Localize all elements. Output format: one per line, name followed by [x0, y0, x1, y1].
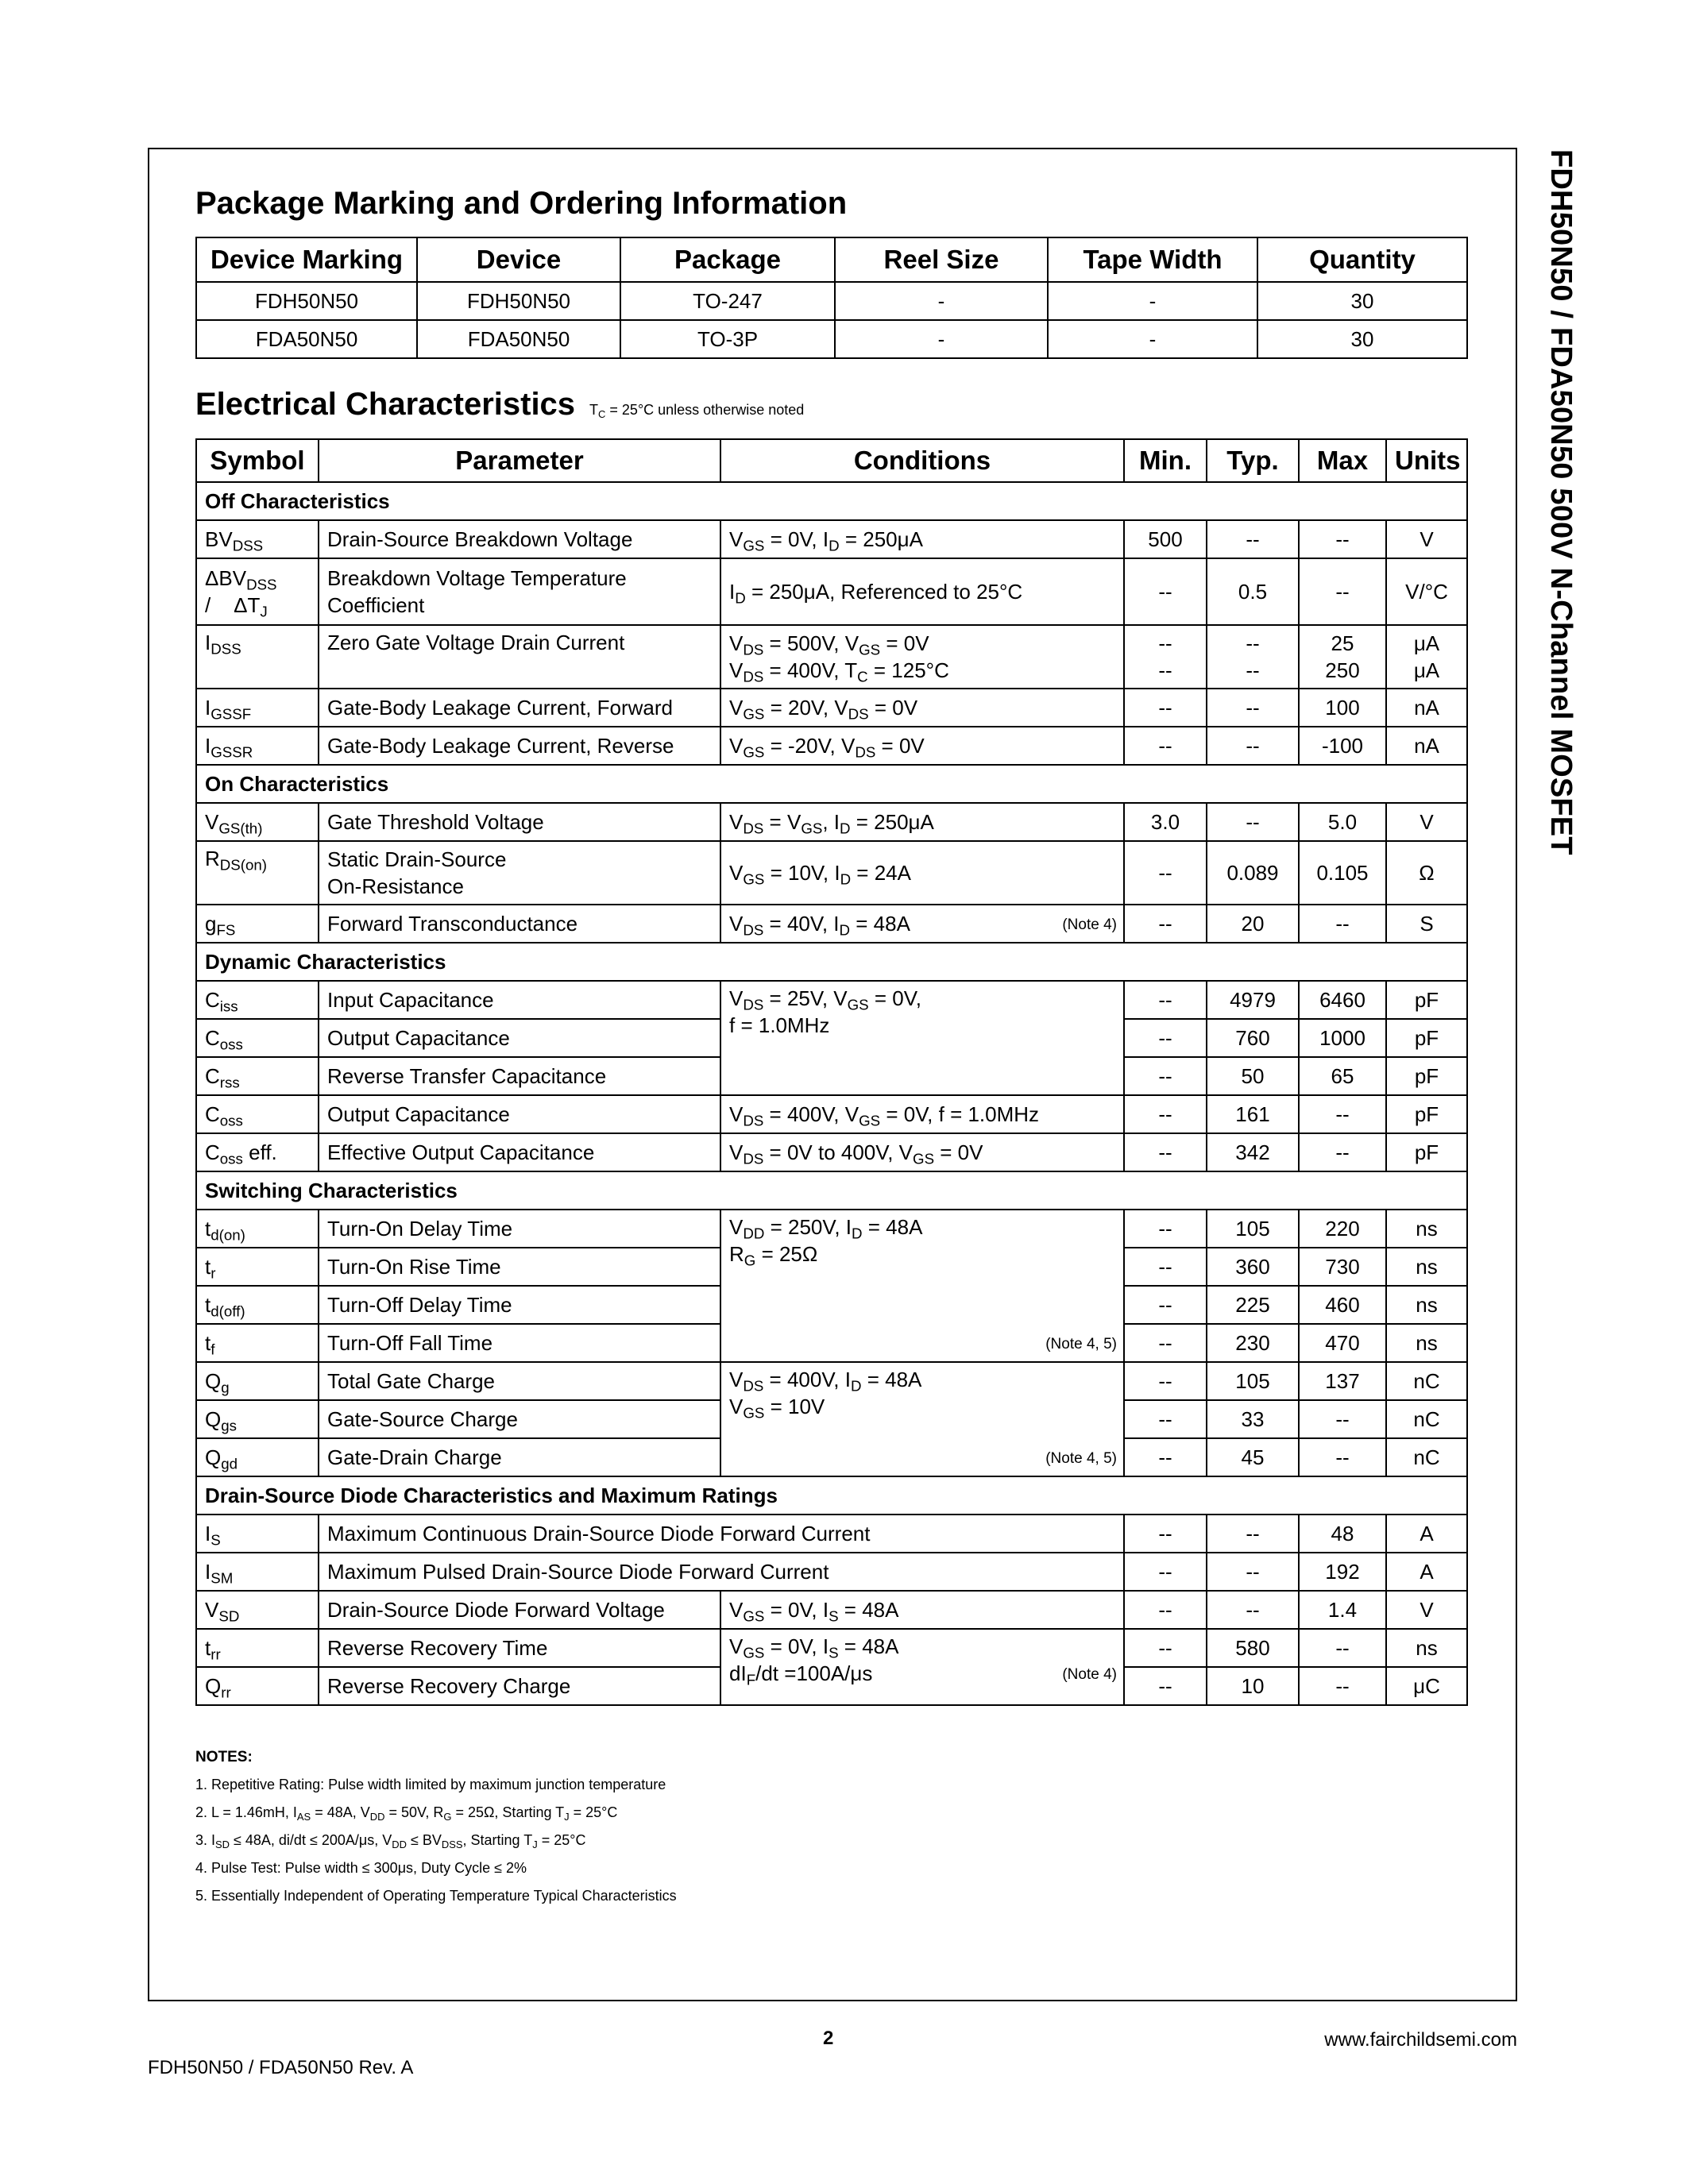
- symbol: $V_{GS(th)}$: [196, 803, 319, 841]
- unit: pF: [1386, 1019, 1467, 1057]
- unit: nA: [1386, 727, 1467, 765]
- min: --: [1124, 1629, 1207, 1667]
- max: 65: [1299, 1057, 1386, 1095]
- symbol: $C_{oss}$ eff.: [196, 1133, 319, 1171]
- typ: 33: [1207, 1400, 1299, 1438]
- symbol: $Q_{gs}$: [196, 1400, 319, 1438]
- symbol: $I_{DSS}$: [196, 625, 319, 689]
- parameter: Output Capacitance: [319, 1019, 720, 1057]
- section-row: [196, 1476, 1467, 1515]
- max: 48: [1299, 1515, 1386, 1553]
- table-row: [196, 625, 1467, 689]
- cell: 30: [1257, 320, 1467, 358]
- parameter: Effective Output Capacitance: [319, 1133, 720, 1171]
- table-row: [196, 689, 1467, 727]
- max: 100: [1299, 689, 1386, 727]
- conditions: $V_{DD} = 250V$, $I_D = 48A$ $R_G = 25\Omega$ (Note 4, 5): [720, 1210, 1124, 1362]
- side-title: [1533, 149, 1581, 1102]
- typ: --: [1207, 803, 1299, 841]
- unit-2: μA: [1413, 658, 1440, 682]
- min: --: [1124, 1324, 1207, 1362]
- min: --: [1124, 689, 1207, 727]
- notes-header: NOTES:: [195, 1749, 253, 1765]
- symbol: $t_{rr}$: [196, 1629, 319, 1667]
- parameter: Reverse Transfer Capacitance: [319, 1057, 720, 1095]
- page-number: 2: [823, 2028, 834, 2049]
- cell: FDH50N50: [196, 282, 417, 320]
- conditions-text: = 250μA, Referenced to 25°C: [751, 580, 1023, 604]
- max: --: [1299, 1629, 1386, 1667]
- cell: TO-247: [620, 282, 835, 320]
- parameter: Drain-Source Diode Forward Voltage: [319, 1591, 720, 1629]
- conditions: $V_{DS} = 400V$, $I_D = 48A$ $V_{GS} = 10V$ (Note 4, 5): [720, 1362, 1124, 1476]
- typ: 4979: [1207, 981, 1299, 1019]
- conditions-text: /dt =100A/μs: [755, 1661, 873, 1685]
- section-row: [196, 765, 1467, 803]
- max: --: [1299, 905, 1386, 943]
- cell: -: [1048, 282, 1257, 320]
- note-ref: (Note 4, 5): [1045, 1336, 1117, 1352]
- symbol: $I_S$: [196, 1515, 319, 1553]
- side-title-text: FDH50N50 / FDA50N50 500V N-Channel MOSFET: [1544, 149, 1578, 855]
- section-row: [196, 1171, 1467, 1210]
- parameter-line: Coefficient: [327, 593, 425, 617]
- min: --: [1124, 981, 1207, 1019]
- parameter: Output Capacitance: [319, 1095, 720, 1133]
- package-header-row: [196, 237, 1467, 282]
- conditions: $V_{GS} = 10V$, $I_D = 24A$: [720, 841, 1124, 905]
- cell: TO-3P: [620, 320, 835, 358]
- notes: [195, 1743, 677, 1910]
- package-table: [195, 237, 1468, 359]
- table-row: [196, 1553, 1467, 1591]
- electrical-header-row: [196, 439, 1467, 482]
- min: --: [1124, 1515, 1207, 1553]
- table-row: [196, 520, 1467, 558]
- col-max: Max: [1299, 439, 1386, 482]
- conditions: $V_{DS} = 40V$, $I_D = 48A$ (Note 4): [720, 905, 1124, 943]
- max: --: [1299, 1400, 1386, 1438]
- electrical-title: [195, 387, 804, 423]
- note-3: 3. $I_{SD} \le 48A$, di/dt ≤ 200A/μs, $V_{DD} \le BV_{DSS}$, Starting $T_J = 25^\circ C$: [195, 1832, 586, 1850]
- min: --: [1124, 1210, 1207, 1248]
- cell: 30: [1257, 282, 1467, 320]
- typ: --: [1207, 1591, 1299, 1629]
- unit: nC: [1386, 1362, 1467, 1400]
- typ: --: [1207, 1515, 1299, 1553]
- conditions: $V_{GS} = -20V$, $V_{DS} = 0V$: [720, 727, 1124, 765]
- typ: 45: [1207, 1438, 1299, 1476]
- parameter: Turn-On Rise Time: [319, 1248, 720, 1286]
- symbol: $t_f$: [196, 1324, 319, 1362]
- section-dynamic: Dynamic Characteristics: [196, 943, 1467, 981]
- table-row: [196, 981, 1467, 1019]
- typ: 10: [1207, 1667, 1299, 1705]
- parameter: Reverse Recovery Charge: [319, 1667, 720, 1705]
- max: 137: [1299, 1362, 1386, 1400]
- parameter-line: Static Drain-Source: [327, 847, 507, 871]
- section-switching: Switching Characteristics: [196, 1171, 1467, 1210]
- note-2: 2. L = 1.46mH, $I_{AS} = 48A$, $V_{DD} = 50V$, $R_G = 25\Omega$, Starting $T_J = 25^\circ C$: [195, 1804, 618, 1823]
- max: --: [1299, 1667, 1386, 1705]
- conditions: $V_{DS} = 500V$, $V_{GS} = 0V$ $V_{DS} = 400V$, $T_C = 125^\circ C$: [720, 625, 1124, 689]
- min-1: --: [1158, 631, 1172, 655]
- typ: 161: [1207, 1095, 1299, 1133]
- min: --: [1124, 558, 1207, 625]
- min: --: [1124, 1248, 1207, 1286]
- typ: 105: [1207, 1362, 1299, 1400]
- parameter: Gate-Body Leakage Current, Reverse: [319, 727, 720, 765]
- col-tape-width: Tape Width: [1048, 237, 1257, 282]
- col-reel-size: Reel Size: [835, 237, 1048, 282]
- typ-1: --: [1246, 631, 1260, 655]
- unit: pF: [1386, 1057, 1467, 1095]
- col-package: Package: [620, 237, 835, 282]
- max: 192: [1299, 1553, 1386, 1591]
- symbol: $C_{oss}$: [196, 1095, 319, 1133]
- unit: V: [1386, 803, 1467, 841]
- unit: pF: [1386, 1095, 1467, 1133]
- note-ref: (Note 4, 5): [1045, 1450, 1117, 1467]
- max: 220: [1299, 1210, 1386, 1248]
- conditions: $V_{DS} = 400V$, $V_{GS} = 0V$, f = 1.0MHz: [720, 1095, 1124, 1133]
- min: --: [1124, 1019, 1207, 1057]
- max: 730: [1299, 1248, 1386, 1286]
- min: --: [1124, 1438, 1207, 1476]
- col-symbol: Symbol: [196, 439, 319, 482]
- parameter: Drain-Source Breakdown Voltage: [319, 520, 720, 558]
- unit: V/°C: [1386, 558, 1467, 625]
- symbol: $t_{d(on)}$: [196, 1210, 319, 1248]
- parameter: Gate-Source Charge: [319, 1400, 720, 1438]
- table-row: [196, 558, 1467, 625]
- min: --: [1124, 1095, 1207, 1133]
- typ: 342: [1207, 1133, 1299, 1171]
- unit: nC: [1386, 1438, 1467, 1476]
- electrical-condition-note: $T_C = 25^\circ C$ unless otherwise noted: [589, 402, 805, 420]
- min: --: [1124, 905, 1207, 943]
- col-conditions: Conditions: [720, 439, 1124, 482]
- unit: ns: [1386, 1210, 1467, 1248]
- section-diode: Drain-Source Diode Characteristics and Maximum Ratings: [196, 1476, 1467, 1515]
- note-4: 4. Pulse Test: Pulse width ≤ 300μs, Duty Cycle ≤ 2%: [195, 1860, 527, 1876]
- unit: V: [1386, 1591, 1467, 1629]
- min: --: [1124, 1286, 1207, 1324]
- min: 3.0: [1124, 803, 1207, 841]
- parameter: Gate Threshold Voltage: [319, 803, 720, 841]
- parameter: Forward Transconductance: [319, 905, 720, 943]
- typ: 760: [1207, 1019, 1299, 1057]
- parameter: Zero Gate Voltage Drain Current: [319, 625, 720, 689]
- package-title: Package Marking and Ordering Information: [195, 186, 848, 221]
- symbol: $Q_g$: [196, 1362, 319, 1400]
- conditions: $V_{DS} = 0V$ to 400V, $V_{GS} = 0V$: [720, 1133, 1124, 1171]
- table-row: [196, 905, 1467, 943]
- note-ref: (Note 4): [1062, 916, 1117, 933]
- cell: -: [835, 320, 1048, 358]
- typ: 230: [1207, 1324, 1299, 1362]
- max: 470: [1299, 1324, 1386, 1362]
- max: 1.4: [1299, 1591, 1386, 1629]
- parameter: Turn-On Delay Time: [319, 1210, 720, 1248]
- max: 1000: [1299, 1019, 1386, 1057]
- symbol: $C_{oss}$: [196, 1019, 319, 1057]
- unit: nC: [1386, 1400, 1467, 1438]
- max: --: [1299, 520, 1386, 558]
- unit: nA: [1386, 689, 1467, 727]
- unit: S: [1386, 905, 1467, 943]
- min: --: [1124, 1057, 1207, 1095]
- col-units: Units: [1386, 439, 1467, 482]
- typ: --: [1207, 520, 1299, 558]
- min: [1124, 625, 1207, 689]
- note-5: 5. Essentially Independent of Operating Temperature Typical Characteristics: [195, 1888, 677, 1904]
- table-row: [196, 1629, 1467, 1667]
- min: --: [1124, 1553, 1207, 1591]
- unit: ns: [1386, 1248, 1467, 1286]
- conditions: $I_D = 250\mu A$, Referenced to 25°C: [720, 558, 1124, 625]
- parameter: Input Capacitance: [319, 981, 720, 1019]
- col-quantity: Quantity: [1257, 237, 1467, 282]
- note-1: 1. Repetitive Rating: Pulse width limited by maximum junction temperature: [195, 1777, 666, 1792]
- col-parameter: Parameter: [319, 439, 720, 482]
- max: --: [1299, 558, 1386, 625]
- min-2: --: [1158, 658, 1172, 682]
- electrical-title-text: Electrical Characteristics: [195, 387, 576, 422]
- table-row: [196, 1362, 1467, 1400]
- typ: 580: [1207, 1629, 1299, 1667]
- parameter: Maximum Continuous Drain-Source Diode Forward Current: [319, 1515, 1124, 1553]
- unit: ns: [1386, 1629, 1467, 1667]
- conditions: $V_{DS} = V_{GS}$, $I_D = 250\mu A$: [720, 803, 1124, 841]
- unit: A: [1386, 1553, 1467, 1591]
- table-row: [196, 1591, 1467, 1629]
- table-row: [196, 1515, 1467, 1553]
- parameter: Turn-Off Delay Time: [319, 1286, 720, 1324]
- min: --: [1124, 727, 1207, 765]
- symbol: $R_{DS(on)}$: [196, 841, 319, 905]
- max: [1299, 625, 1386, 689]
- parameter: Maximum Pulsed Drain-Source Diode Forward Current: [319, 1553, 1124, 1591]
- typ: 225: [1207, 1286, 1299, 1324]
- section-row: [196, 482, 1467, 520]
- table-row: [196, 320, 1467, 358]
- symbol: $C_{rss}$: [196, 1057, 319, 1095]
- conditions: $V_{GS} = 20V$, $V_{DS} = 0V$: [720, 689, 1124, 727]
- unit: Ω: [1386, 841, 1467, 905]
- max: 0.105: [1299, 841, 1386, 905]
- typ: 50: [1207, 1057, 1299, 1095]
- section-on: On Characteristics: [196, 765, 1467, 803]
- symbol: $t_{d(off)}$: [196, 1286, 319, 1324]
- typ: 360: [1207, 1248, 1299, 1286]
- typ: 0.089: [1207, 841, 1299, 905]
- table-row: [196, 727, 1467, 765]
- symbol: $BV_{DSS}$: [196, 520, 319, 558]
- symbol: $\Delta BV_{DSS}$ / $\Delta T_J$: [196, 558, 319, 625]
- symbol: $g_{FS}$: [196, 905, 319, 943]
- min: --: [1124, 1362, 1207, 1400]
- table-row: [196, 803, 1467, 841]
- parameter-line: Breakdown Voltage Temperature: [327, 566, 627, 590]
- min: --: [1124, 1591, 1207, 1629]
- unit: pF: [1386, 981, 1467, 1019]
- parameter: Reverse Recovery Time: [319, 1629, 720, 1667]
- max: -100: [1299, 727, 1386, 765]
- table-row: [196, 1210, 1467, 1248]
- unit: pF: [1386, 1133, 1467, 1171]
- unit: A: [1386, 1515, 1467, 1553]
- parameter: Gate-Drain Charge: [319, 1438, 720, 1476]
- unit: ns: [1386, 1324, 1467, 1362]
- cell: FDA50N50: [417, 320, 620, 358]
- symbol: $I_{GSSR}$: [196, 727, 319, 765]
- unit-1: μA: [1413, 631, 1440, 655]
- symbol: $t_r$: [196, 1248, 319, 1286]
- unit: ns: [1386, 1286, 1467, 1324]
- conditions: $V_{GS} = 0V$, $I_D = 250\mu A$: [720, 520, 1124, 558]
- typ: 105: [1207, 1210, 1299, 1248]
- table-row: [196, 1095, 1467, 1133]
- max: 460: [1299, 1286, 1386, 1324]
- typ: [1207, 625, 1299, 689]
- footer-revision: FDH50N50 / FDA50N50 Rev. A: [148, 2057, 414, 2078]
- typ-2: --: [1246, 658, 1260, 682]
- typ: --: [1207, 1553, 1299, 1591]
- min: --: [1124, 1400, 1207, 1438]
- typ: 20: [1207, 905, 1299, 943]
- table-row: [196, 841, 1467, 905]
- col-min: Min.: [1124, 439, 1207, 482]
- min: --: [1124, 1667, 1207, 1705]
- parameter-line: On-Resistance: [327, 874, 464, 898]
- note-ref: (Note 4): [1062, 1666, 1117, 1683]
- col-typ: Typ.: [1207, 439, 1299, 482]
- electrical-table: [195, 438, 1468, 1706]
- cell: -: [1048, 320, 1257, 358]
- symbol: $Q_{gd}$: [196, 1438, 319, 1476]
- max: --: [1299, 1095, 1386, 1133]
- max: --: [1299, 1133, 1386, 1171]
- unit: V: [1386, 520, 1467, 558]
- typ: --: [1207, 727, 1299, 765]
- symbol: $I_{GSSF}$: [196, 689, 319, 727]
- parameter: [319, 841, 720, 905]
- parameter: Total Gate Charge: [319, 1362, 720, 1400]
- parameter: [319, 558, 720, 625]
- table-row: [196, 282, 1467, 320]
- max: 5.0: [1299, 803, 1386, 841]
- max: --: [1299, 1438, 1386, 1476]
- symbol: $I_{SM}$: [196, 1553, 319, 1591]
- max-1: 25: [1331, 631, 1354, 655]
- cell: FDH50N50: [417, 282, 620, 320]
- min: --: [1124, 1133, 1207, 1171]
- conditions: $V_{GS} = 0V$, $I_S = 48A$: [720, 1591, 1124, 1629]
- section-off: Off Characteristics: [196, 482, 1467, 520]
- parameter: Turn-Off Fall Time: [319, 1324, 720, 1362]
- cell: FDA50N50: [196, 320, 417, 358]
- min: 500: [1124, 520, 1207, 558]
- cell: -: [835, 282, 1048, 320]
- col-device: Device: [417, 237, 620, 282]
- symbol: $V_{SD}$: [196, 1591, 319, 1629]
- symbol: $C_{iss}$: [196, 981, 319, 1019]
- typ: --: [1207, 689, 1299, 727]
- max-2: 250: [1325, 658, 1360, 682]
- conditions: $V_{GS} = 0V$, $I_S = 48A$ $dI_F/dt =100A/\mu s$ (Note 4): [720, 1629, 1124, 1705]
- col-device-marking: Device Marking: [196, 237, 417, 282]
- unit: [1386, 625, 1467, 689]
- conditions: $V_{DS} = 25V$, $V_{GS} = 0V$, f = 1.0MHz: [720, 981, 1124, 1095]
- min: --: [1124, 841, 1207, 905]
- section-row: [196, 943, 1467, 981]
- typ: 0.5: [1207, 558, 1299, 625]
- symbol: $Q_{rr}$: [196, 1667, 319, 1705]
- unit: μC: [1386, 1667, 1467, 1705]
- max: 6460: [1299, 981, 1386, 1019]
- table-row: [196, 1133, 1467, 1171]
- footer-url[interactable]: www.fairchildsemi.com: [1324, 2029, 1517, 2051]
- parameter: Gate-Body Leakage Current, Forward: [319, 689, 720, 727]
